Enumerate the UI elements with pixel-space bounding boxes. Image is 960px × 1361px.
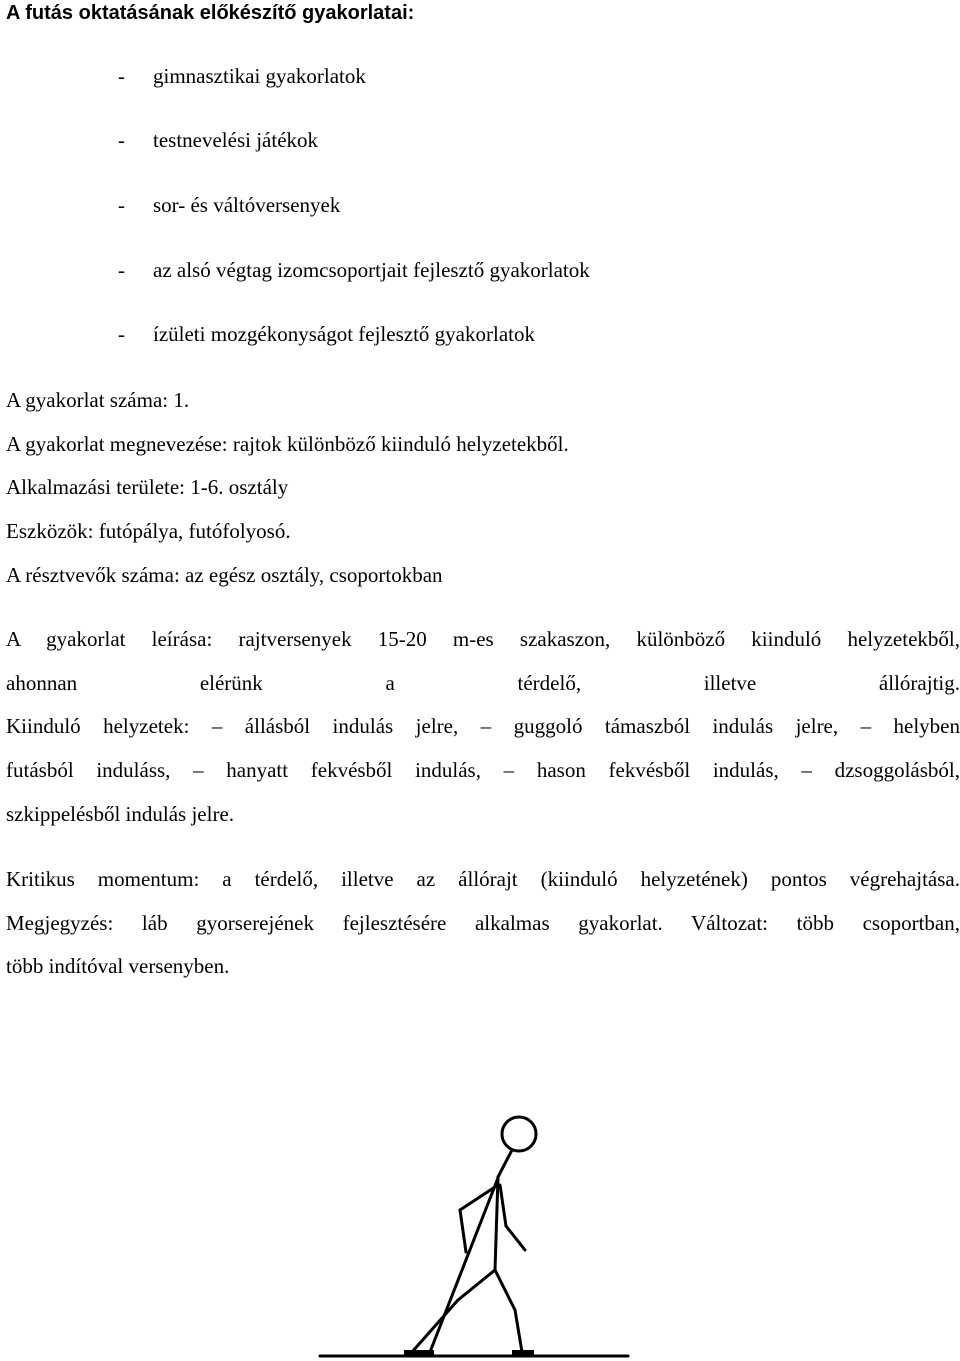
- exercise-scope: Alkalmazási területe: 1-6. osztály: [6, 475, 289, 499]
- figure-right-shin: [515, 1310, 522, 1352]
- description-line: futásból induláss, – hanyatt fekvésből indulás, – hason fekvésből indulás, – dzsoggolásból,: [6, 758, 960, 782]
- figure-right-foot: [512, 1350, 534, 1355]
- figure-right-upper-arm: [500, 1185, 506, 1226]
- figure-neck: [498, 1150, 512, 1177]
- exercise-number: A gyakorlat száma: 1.: [6, 388, 190, 412]
- figure-head: [502, 1117, 536, 1151]
- description-line: A gyakorlat leírása: rajtversenyek 15-20 m-es szakaszon, különböző kiinduló helyzetekből,: [6, 627, 960, 651]
- figure-right-forearm: [506, 1226, 525, 1250]
- exercise-tools: Eszközök: futópálya, futófolyosó.: [6, 519, 291, 543]
- page-title: A futás oktatásának előkészítő gyakorlatai:: [6, 2, 415, 24]
- figure-left-shin: [412, 1300, 458, 1352]
- description-line: Kiinduló helyzetek: – állásból indulás jelre, – guggoló támaszból indulás jelre, – helyben: [6, 714, 960, 738]
- figure-left-forearm: [460, 1210, 466, 1252]
- list-item: - sor- és váltóversenyek: [118, 193, 341, 217]
- note-line: Megjegyzés: láb gyorserejének fejlesztésére alkalmas gyakorlat. Változat: több csoportban,: [6, 911, 960, 935]
- exercise-name: A gyakorlat megnevezése: rajtok különböző kiinduló helyzetekből.: [6, 432, 569, 456]
- list-item: - ízületi mozgékonyságot fejlesztő gyakorlatok: [118, 322, 535, 346]
- description-line: szkippelésből indulás jelre.: [6, 802, 235, 826]
- note-line: több indítóval versenyben.: [6, 954, 230, 978]
- figure-left-thigh: [458, 1270, 495, 1300]
- list-item: - az alsó végtag izomcsoportjait fejlesztő gyakorlatok: [118, 258, 590, 282]
- figure-stick: [430, 1178, 498, 1352]
- list-item: - gimnasztikai gyakorlatok: [118, 64, 366, 88]
- list-item: - testnevelési játékok: [118, 128, 319, 152]
- figure-left-foot: [404, 1350, 434, 1355]
- figure-torso: [495, 1177, 498, 1270]
- exercise-participants: A résztvevők száma: az egész osztály, csoportokban: [6, 563, 443, 587]
- description-line: ahonnan elérünk a térdelő, illetve állórajtig.: [6, 671, 960, 695]
- figure-right-thigh: [495, 1270, 515, 1310]
- critical-moment: Kritikus momentum: a térdelő, illetve az állórajt (kiinduló helyzetének) pontos végrehajtása.: [6, 867, 960, 891]
